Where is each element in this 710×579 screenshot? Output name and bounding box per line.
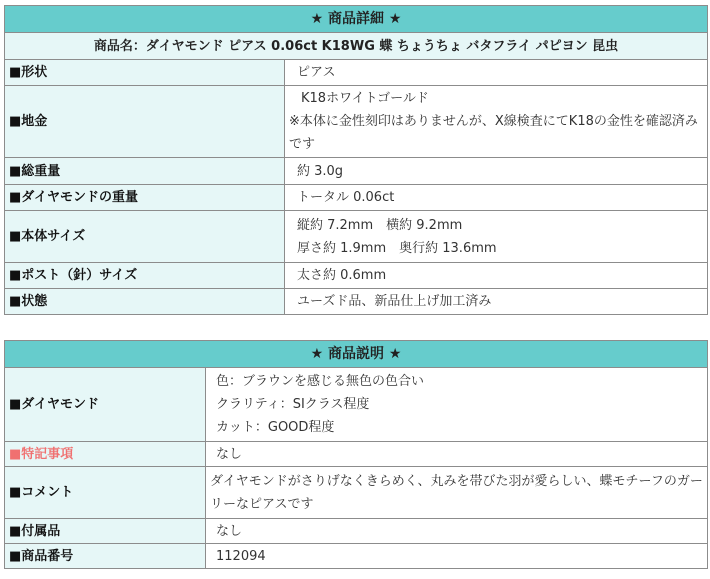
body-size-label: ■本体サイズ	[5, 211, 285, 263]
post-size-label: ■ポスト（針）サイズ	[5, 263, 285, 289]
condition-label: ■状態	[5, 289, 285, 315]
metal-label: ■地金	[5, 86, 285, 158]
diamond-value: 色：ブラウンを感じる無色の色合い クラリティ：SIクラス程度 カット：GOOD程度	[206, 368, 708, 442]
comment-value: ダイヤモンドがさりげなくきらめく、丸みを帯びた羽が愛らしい、蝶モチーフのガーリーなピアスです	[206, 467, 708, 519]
product-number-value: 112094	[206, 544, 708, 569]
details-heading: ★ 商品詳細 ★	[5, 6, 708, 33]
accessories-label: ■付属品	[5, 519, 206, 544]
diamond-label: ■ダイヤモンド	[5, 368, 206, 442]
total-weight-label: ■総重量	[5, 158, 285, 185]
accessories-value: なし	[206, 519, 708, 544]
metal-value: K18ホワイトゴールド ※本体に金性刻印はありませんが、X線検査にてK18の金性を確認済みです	[285, 86, 708, 158]
condition-value: ユーズド品、新品仕上げ加工済み	[285, 289, 708, 315]
description-heading: ★ 商品説明 ★	[5, 341, 708, 368]
product-number-label: ■商品番号	[5, 544, 206, 569]
special-notes-label: ■特記事項	[5, 442, 206, 467]
diamond-weight-label: ■ダイヤモンドの重量	[5, 185, 285, 211]
body-size-value: 縦約 7.2mm 横約 9.2mm 厚さ約 1.9mm 奥行約 13.6mm	[285, 211, 708, 263]
total-weight-value: 約 3.0g	[285, 158, 708, 185]
diamond-weight-value: トータル 0.06ct	[285, 185, 708, 211]
product-description-table	[4, 340, 708, 569]
product-name: 商品名：ダイヤモンド ピアス 0.06ct K18WG 蝶 ちょうちょ バタフライ パピヨン 昆虫	[5, 33, 708, 60]
special-notes-value: なし	[206, 442, 708, 467]
comment-label: ■コメント	[5, 467, 206, 519]
shape-label: ■形状	[5, 60, 285, 86]
product-details-table	[4, 5, 708, 315]
post-size-value: 太さ約 0.6mm	[285, 263, 708, 289]
shape-value: ピアス	[285, 60, 708, 86]
